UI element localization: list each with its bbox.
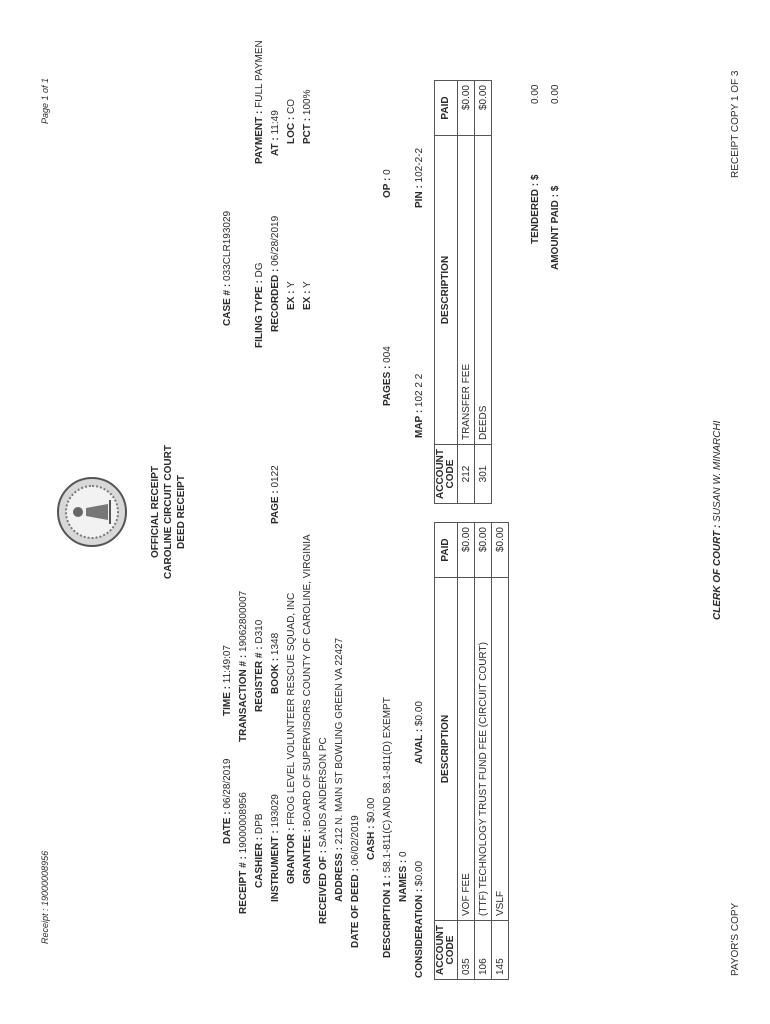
receipt-title-1: OFFICIAL RECEIPT [150,465,161,559]
table-row [492,523,509,980]
cash-field: CASH : $0.00 [366,797,377,860]
table-row [458,523,475,980]
tendered-value: 0.00 [530,84,541,104]
page-field: PAGE : 0122 [270,465,281,524]
transaction-field: TRANSACTION # : 19062800007 [238,590,249,742]
description-field: DESCRIPTION 1 : 58.1-811(C) AND 58.1-811(D) EXEMPT [382,697,393,958]
paid-cell: $0.00 [492,523,509,578]
table-row [475,81,492,504]
register-field: REGISTER # : D310 [254,619,265,712]
table-row [475,523,492,980]
account-code-cell: 301 [475,445,492,504]
court-seal-icon [56,476,131,548]
amount-paid-value: 0.00 [550,84,561,104]
address-field: ADDRESS : 212 N. MAIN ST BOWLING GREEN VA 22427 [334,637,345,902]
account-code-cell: 212 [458,445,475,504]
paid-header: PAID [435,81,458,136]
recorded-field: RECORDED : 06/28/2019 [270,215,281,332]
amount-paid-label: AMOUNT PAID : $ [550,185,561,270]
paid-cell: $0.00 [475,523,492,578]
table-header-row [435,523,458,980]
description-header: DESCRIPTION [435,578,458,921]
filing-type-field: FILING TYPE : DG [254,262,265,348]
map-field: MAP : 102 2 2 [414,373,425,438]
table-row [458,81,475,504]
loc-field: LOC : CO [286,99,297,144]
received-of-field: RECEIVED OF : SANDS ANDERSON PC [318,737,329,924]
account-code-header: ACCOUNT CODE [435,445,458,504]
paid-cell: $0.00 [458,523,475,578]
receipt-title-2: CAROLINE CIRCUIT COURT [163,445,174,579]
ex-field-1: EX : Y [286,281,297,310]
pin-field: PIN : 102-2-2 [414,147,425,208]
pages-field: PAGES : 004 [382,346,393,406]
case-field: CASE # : 033CLR193029 [222,210,233,326]
cashier-field: CASHIER : DPB [254,813,265,888]
description-cell: (TTF) TECHNOLOGY TRUST FUND FEE (CIRCUIT COURT) [475,578,492,921]
ex-field-2: EX : Y [302,281,313,310]
paid-cell: $0.00 [475,81,492,136]
account-code-cell: 145 [492,921,509,980]
book-field: BOOK : 1348 [270,632,281,694]
clerk-of-court: CLERK OF COURT : SUSAN W. MINARCHI [712,420,723,620]
date-field: DATE : 06/28/2019 [222,758,233,844]
at-field: AT : 11:49 [270,110,281,156]
page-count: Page 1 of 1 [40,77,50,124]
consideration-field: CONSIDERATION : $0.00 [414,860,425,978]
grantee-field: GRANTEE : BOARD OF SUPERVISORS COUNTY OF CAROLINE, VIRGINIA [302,534,313,884]
names-field: NAMES : 0 [398,851,409,902]
account-code-cell: 035 [458,921,475,980]
table-header-row [435,81,458,504]
description-header: DESCRIPTION [435,136,458,445]
aval-field: A/VAL : $0.00 [414,701,425,764]
pct-field: PCT : 100% [302,89,313,144]
account-code-cell: 106 [475,921,492,980]
receipt-reference: Receipt : 19000008956 [40,850,50,944]
receipt-title-3: DEED RECEIPT [176,475,187,549]
grantor-field: GRANTOR : FROG LEVEL VOLUNTEER RESCUE SQUAD, INC [286,592,297,884]
receipt-copy-label: RECEIPT COPY 1 OF 3 [730,70,741,178]
receipt-number-field: RECEIPT # : 19000008956 [238,792,249,914]
op-field: OP : 0 [382,169,393,198]
instrument-field: INSTRUMENT : 193029 [270,794,281,902]
payors-copy-label: PAYOR'S COPY [730,902,741,976]
payment-field: PAYMENT : FULL PAYMEN [254,40,265,164]
description-cell: VOF FEE [458,578,475,921]
tendered-label: TENDERED : $ [530,174,541,244]
description-cell: TRANSFER FEE [458,136,475,445]
description-cell: DEEDS [475,136,492,445]
paid-cell: $0.00 [458,81,475,136]
paid-header: PAID [435,523,458,578]
fees-table-2 [434,80,492,504]
fees-table-1 [434,522,509,980]
account-code-header: ACCOUNT CODE [435,921,458,980]
date-of-deed-field: DATE OF DEED : 06/02/2019 [350,815,361,948]
description-cell: VSLF [492,578,509,921]
time-field: TIME : 11:49:07 [222,645,233,716]
